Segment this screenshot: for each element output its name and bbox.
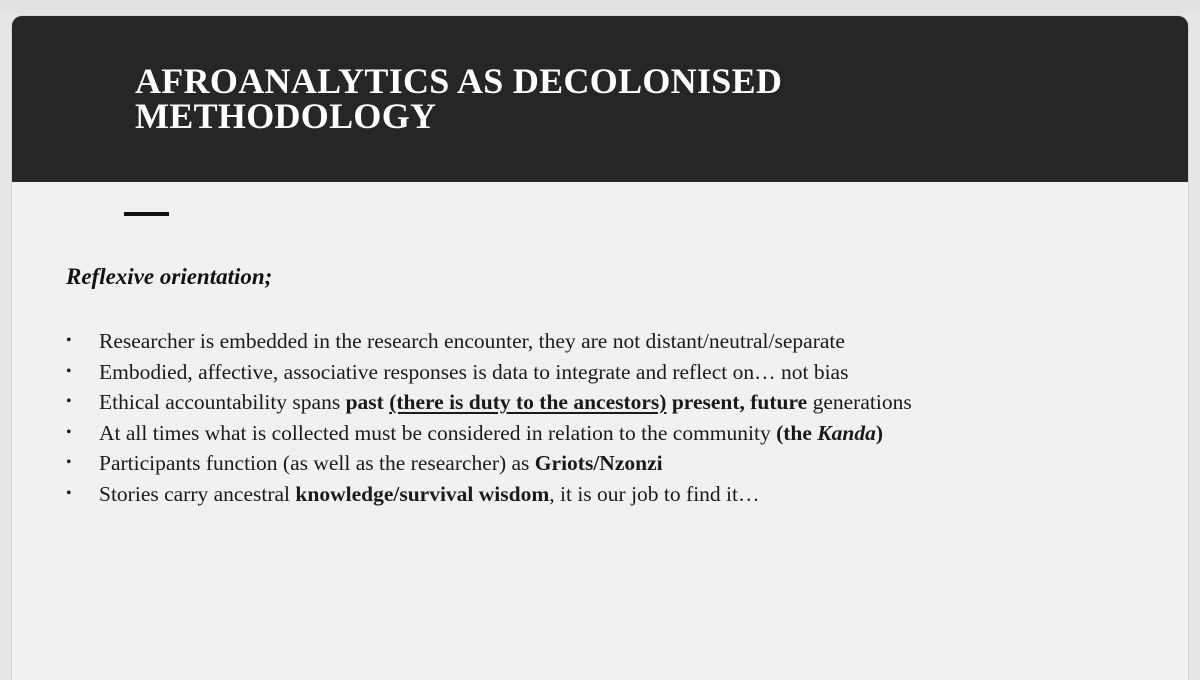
slide-title-line-1: AFROANALYTICS AS DECOLONISED xyxy=(135,61,783,101)
subheading: Reflexive orientation; xyxy=(66,264,273,289)
bullet-text: Stories carry ancestral xyxy=(99,481,296,506)
bullet-dot-icon: • xyxy=(66,362,72,380)
bullet-item-4 xyxy=(66,418,1176,449)
bullet-dot-icon: • xyxy=(66,454,72,471)
accent-bar xyxy=(124,212,169,216)
bullet-dot-icon: • xyxy=(66,393,72,410)
bullet-item-5 xyxy=(66,448,1176,479)
bullet-text-bold-italic: Kanda xyxy=(817,420,876,445)
bullet-text: Researcher is embedded in the research encounter, they are not distant/neutral/separate xyxy=(99,329,845,353)
bullet-dot-icon: • xyxy=(66,484,72,502)
bullet-item-1 xyxy=(66,326,1176,357)
slide-title-line-2: METHODOLOGY xyxy=(135,96,437,136)
bullet-text: generations xyxy=(807,390,912,414)
bullet-text-bold: ) xyxy=(875,420,884,445)
bullet-text-bold: knowledge/survival wisdom xyxy=(295,481,550,506)
bullet-list xyxy=(66,326,1176,509)
bullet-text: Participants function (as well as the researcher) as xyxy=(99,451,535,475)
bullet-dot-icon: • xyxy=(66,332,72,349)
bullet-text: At all times what is collected must be considered in relation to the community xyxy=(99,420,777,445)
bullet-item-2 xyxy=(66,357,1176,388)
bullet-item-6 xyxy=(66,479,1176,510)
bullet-text-bold: past xyxy=(345,390,384,414)
title-banner xyxy=(12,16,1188,182)
bullet-text-bold: present, future xyxy=(671,390,808,414)
slide xyxy=(12,16,1188,680)
bullet-text-bold: Griots/Nzonzi xyxy=(534,451,663,475)
bullet-text: Embodied, affective, associative responses is data to integrate and reflect on… not bias xyxy=(99,359,849,384)
top-strip xyxy=(0,0,1200,14)
bullet-text: , it is our job to find it… xyxy=(549,481,760,506)
bullet-text: Ethical accountability spans xyxy=(99,390,346,414)
bullet-dot-icon: • xyxy=(66,423,72,441)
bullet-item-3 xyxy=(66,387,1176,418)
slide-title xyxy=(135,61,1035,136)
bullet-text-bold: (the xyxy=(776,420,818,445)
bullet-text-bold-underlined: (there is duty to the ancestors) xyxy=(389,390,667,414)
